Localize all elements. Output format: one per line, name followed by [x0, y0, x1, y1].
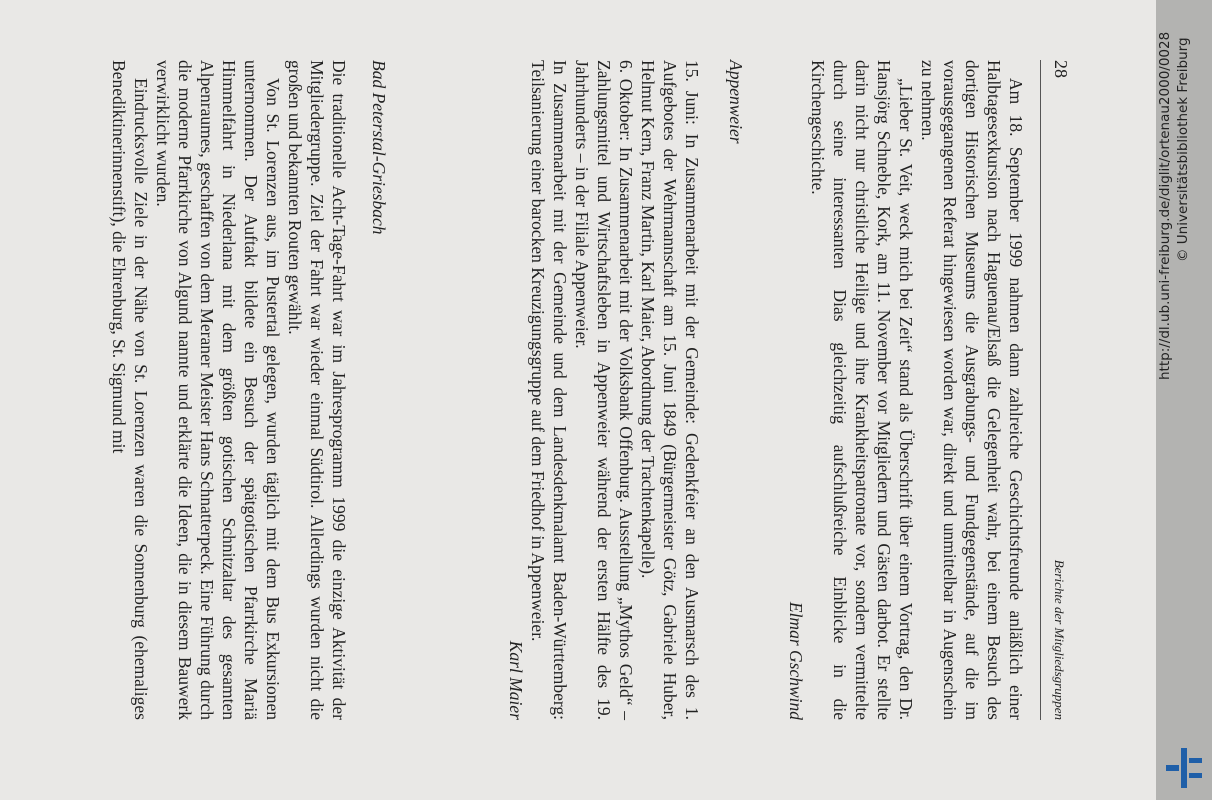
section-heading-appenweier: Appenweier [726, 60, 746, 144]
copyright-notice: © Universitätsbibliothek Freiburg [1175, 37, 1191, 262]
page-number: 28 [1051, 60, 1071, 78]
report-block-intro [785, 60, 1027, 720]
signature: Elmar Gschwind [786, 601, 806, 720]
paragraph: Die traditionelle Acht-Tage-Fahrt war im Jahresprogramm 1999 die einzige Aktivität der Mitgliedergruppe. Ziel der Fahrt war wieder einmal Südtirol. Allerdings wurden nicht die großen und bekannten Routen gewählt. [285, 60, 349, 720]
paragraph: Eindrucksvolle Ziele in der Nähe von St. Lorenzen waren die Sonnenburg (ehemaliges Benediktinerinnenstift), die Ehrenburg, St. Sigmund mit [109, 60, 151, 720]
paragraph: 6. Oktober: In Zusammenarbeit mit der Volksbank Offenburg. Ausstellung „Mythos Geld“ – Zahlungsmittel und Wirtschaftsleben in Appenweier während der ersten Hälfte des 19. Jahrhunderts – in der Filiale Appenweier. [572, 60, 636, 720]
paragraph: Von St. Lorenzen aus, im Pustertal gelegen, wurden täglich mit dem Bus Exkursionen unternommen. Der Auftakt bildete ein Besuch der spätgotischen Pfarrkirche Mariä Himmelfahrt in Niederlana mit dem größten gotischen Schnitzaltar des gesamten Alpenraumes, geschaffen von dem Meraner Meister Hans Schnatterpeck. Eine Führung durch die moderne Pfarrkirche von Algund nannte und erklärte die Ideen, die in diesem Bauwerk verwirklicht wurden. [153, 60, 283, 720]
source-url[interactable]: http://dl.ub.uni-freiburg.de/diglit/ortenau2000/0028 [1157, 31, 1173, 380]
paragraph: Am 18. September 1999 nahmen dann zahlreiche Geschichtsfreunde anläßlich einer Halbtagesexkursion nach Haguenau/Elsaß die Gelegenheit wahr, bei einem Besuch des dortigen Historischen Museums die Ausgrabungs- und Fundgegenstände, auf die im vorausgegangenen Referat hingewiesen worden war, direkt und unmittelbar in Augenschein zu nehmen. [918, 60, 1026, 720]
page-header [1040, 60, 1071, 720]
paragraph: 15. Juni: In Zusammenarbeit mit der Gemeinde: Gedenkfeier an den Ausmarsch des 1. Aufgebotes der Wehrmannschaft am 15. Juni 1849 (Bürgermeister Götz, Gabriele Huber, Helmut Kern, Franz Martin, Karl Maier, Abordnung der Trachtenkapelle). [638, 60, 702, 720]
rotated-book-page [0, 60, 1071, 720]
paragraph: „Lieber St. Veit, weck mich bei Zeit“ stand als Überschrift über einem Vortrag, den Dr. Hansjörg Schneble, Kork, am 11. November vor Mitgliedern und Gästen darbot. Er stellte darin nicht nur christliche Heilige und ihre Krankheitspatronate vor, sondern vermittelte durch seine interessanten Dias gleichzeitig aufschlußreiche Einblicke in die Kirchengeschichte. [808, 60, 916, 720]
paragraph: In Zusammenarbeit mit der Gemeinde und dem Landesdenkmalamt Baden-Württemberg: Teilsanierung einer barocken Kreuzigungsgruppe auf dem Friedhof in Appenweier. [528, 60, 570, 720]
running-head: Berichte der Mitgliedsgruppen [1052, 559, 1067, 720]
report-block-appenweier [505, 60, 703, 720]
library-side-strip [1156, 0, 1212, 800]
section-heading-peterstal: Bad Peterstal-Griesbach [369, 60, 389, 235]
report-block-peterstal [108, 60, 350, 720]
signature: Karl Maier [506, 640, 526, 720]
library-logo-icon [1164, 748, 1204, 788]
